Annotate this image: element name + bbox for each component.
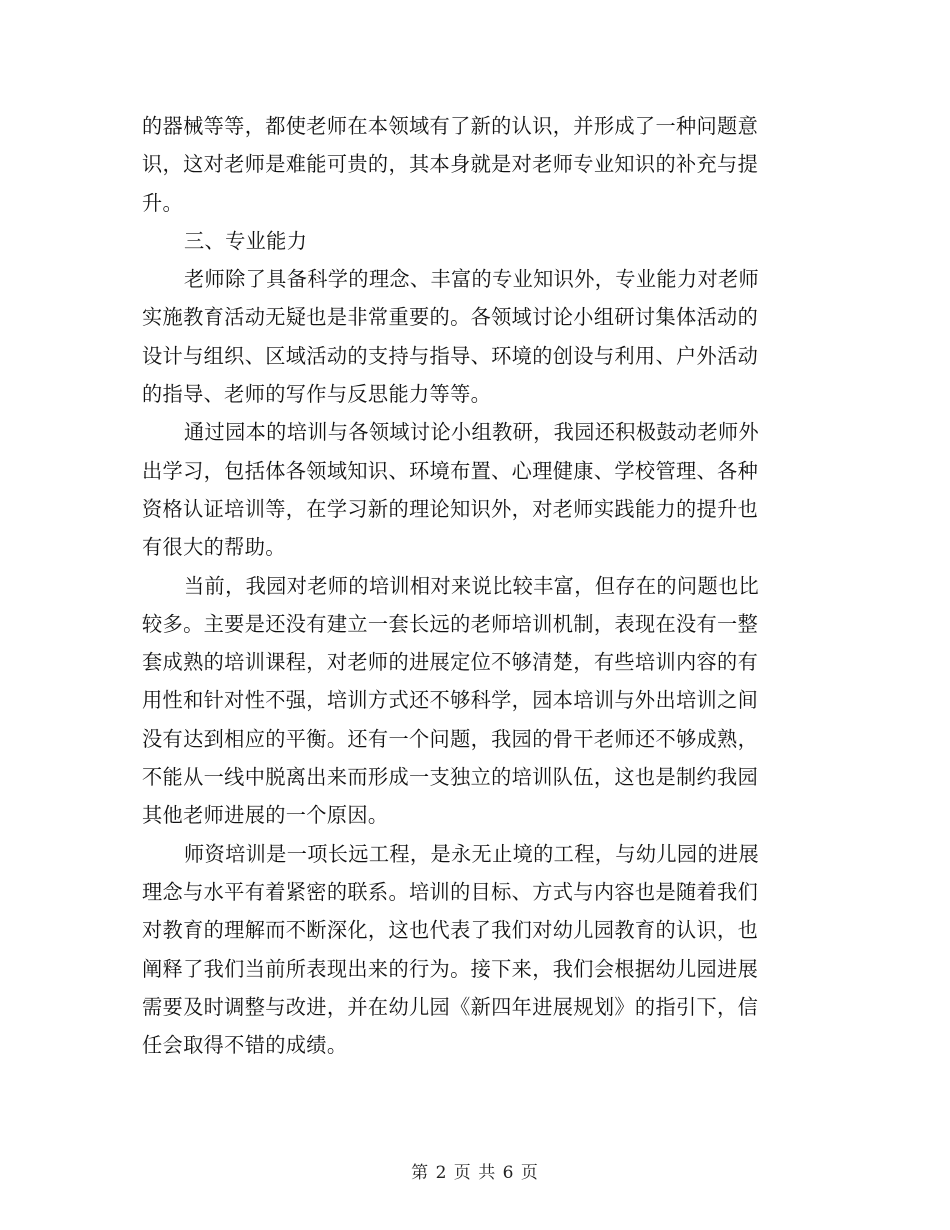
text-line: 套成熟的培训课程，对老师的进展定位不够清楚，有些培训内容的有 — [142, 650, 759, 675]
text-line: 的器械等等，都使老师在本领域有了新的认识，并形成了一种问题意 — [142, 114, 759, 138]
text-line: 老师除了具备科学的理念、丰富的专业知识外，专业能力对老师 — [184, 267, 760, 292]
text-line: 对教育的理解而不断深化，这也代表了我们对幼儿园教育的认识，也 — [142, 918, 759, 943]
body-text — [142, 107, 794, 1064]
text-line: 有很大的帮助。 — [142, 535, 286, 560]
text-line: 通过园本的培训与各领域讨论小组教研，我园还积极鼓动老师外 — [184, 420, 760, 445]
text-line: 的指导、老师的写作与反思能力等等。 — [142, 382, 492, 407]
text-line: 实施教育活动无疑也是非常重要的。各领域讨论小组研讨集体活动的 — [142, 305, 759, 330]
text-line: 阐释了我们当前所表现出来的行为。接下来，我们会根据幼儿园进展 — [142, 956, 759, 981]
text-line: 升。 — [142, 190, 184, 215]
text-line: 任会取得不错的成绩。 — [142, 1033, 348, 1058]
text-line: 资格认证培训等，在学习新的理论知识外，对老师实践能力的提升也 — [142, 496, 759, 521]
page-footer: 第 2 页 共 6 页 — [411, 1163, 539, 1183]
text-line: 其他老师进展的一个原因。 — [142, 803, 389, 828]
text-line: 师资培训是一项长远工程，是永无止境的工程，与幼儿园的进展 — [184, 841, 760, 866]
text-line: 用性和针对性不强，培训方式还不够科学，园本培训与外出培训之间 — [142, 688, 759, 713]
text-line: 出学习，包括体各领域知识、环境布置、心理健康、学校管理、各种 — [142, 458, 759, 483]
text-line: 较多。主要是还没有建立一套长远的老师培训机制，表现在没有一整 — [142, 611, 759, 636]
text-line: 没有达到相应的平衡。还有一个问题，我园的骨干老师还不够成熟， — [142, 726, 759, 751]
text-line: 识，这对老师是难能可贵的，其本身就是对老师专业知识的补充与提 — [142, 152, 759, 177]
text-line: 不能从一线中脱离出来而形成一支独立的培训队伍，这也是制约我园 — [142, 765, 759, 790]
text-line: 设计与组织、区域活动的支持与指导、环境的创设与利用、户外活动 — [142, 343, 759, 368]
text-line: 需要及时调整与改进，并在幼儿园《新四年进展规划》的指引下，信 — [142, 994, 759, 1019]
text-line: 三、专业能力 — [184, 228, 308, 253]
text-line: 理念与水平有着紧密的联系。培训的目标、方式与内容也是随着我们 — [142, 879, 759, 904]
text-line: 当前，我园对老师的培训相对来说比较丰富，但存在的问题也比 — [184, 573, 760, 598]
